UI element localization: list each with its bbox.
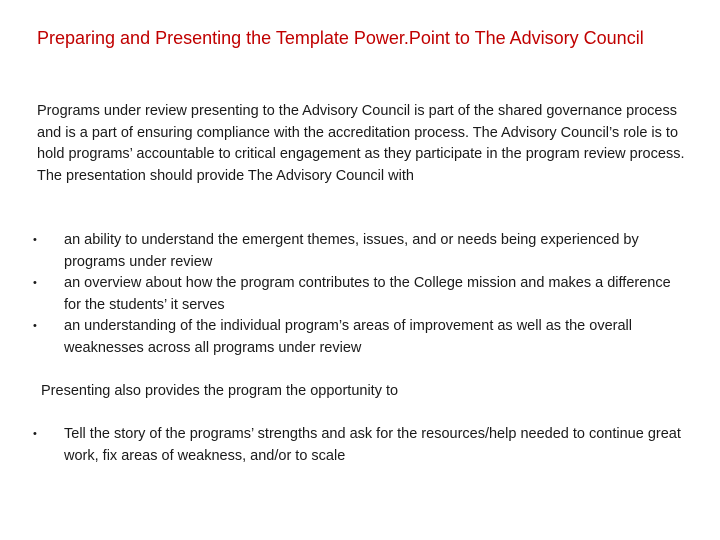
bullet-icon: •: [33, 320, 37, 332]
intro-paragraph: Programs under review presenting to the Advisory Council is part of the shared governance process and is a part of ensuring compliance with the accreditation process. The Advisory Council’s role is to hold programs’ accountable to critical engagement as they participate in the program review process. The presentation should provide The Advisory Council with: [37, 103, 685, 184]
bullet-text: an understanding of the individual program’s areas of improvement as well as the overall weaknesses across all programs under review: [64, 318, 632, 356]
bullet-text: Tell the story of the programs’ strengths and ask for the resources/help needed to continue great work, fix areas of weakness, and/or to scale: [64, 426, 681, 464]
bullet-icon: •: [33, 234, 37, 246]
opportunity-bullet-list: [0, 424, 720, 467]
advisory-bullet-list: [0, 230, 720, 359]
bullet-icon: •: [33, 277, 37, 289]
bullet-text: an overview about how the program contributes to the College mission and makes a difference for the students’ it serves: [64, 275, 671, 313]
list-item: [0, 316, 684, 359]
list-item: [0, 424, 684, 467]
bullet-icon: •: [33, 428, 37, 440]
bullet-text: an ability to understand the emergent themes, issues, and or needs being experienced by programs under review: [64, 232, 639, 270]
list-item: [0, 230, 684, 273]
page-title: Preparing and Presenting the Template Power.Point to The Advisory Council: [37, 28, 644, 48]
lead-in-text: Presenting also provides the program the opportunity to: [41, 383, 399, 399]
list-item: [0, 273, 684, 316]
